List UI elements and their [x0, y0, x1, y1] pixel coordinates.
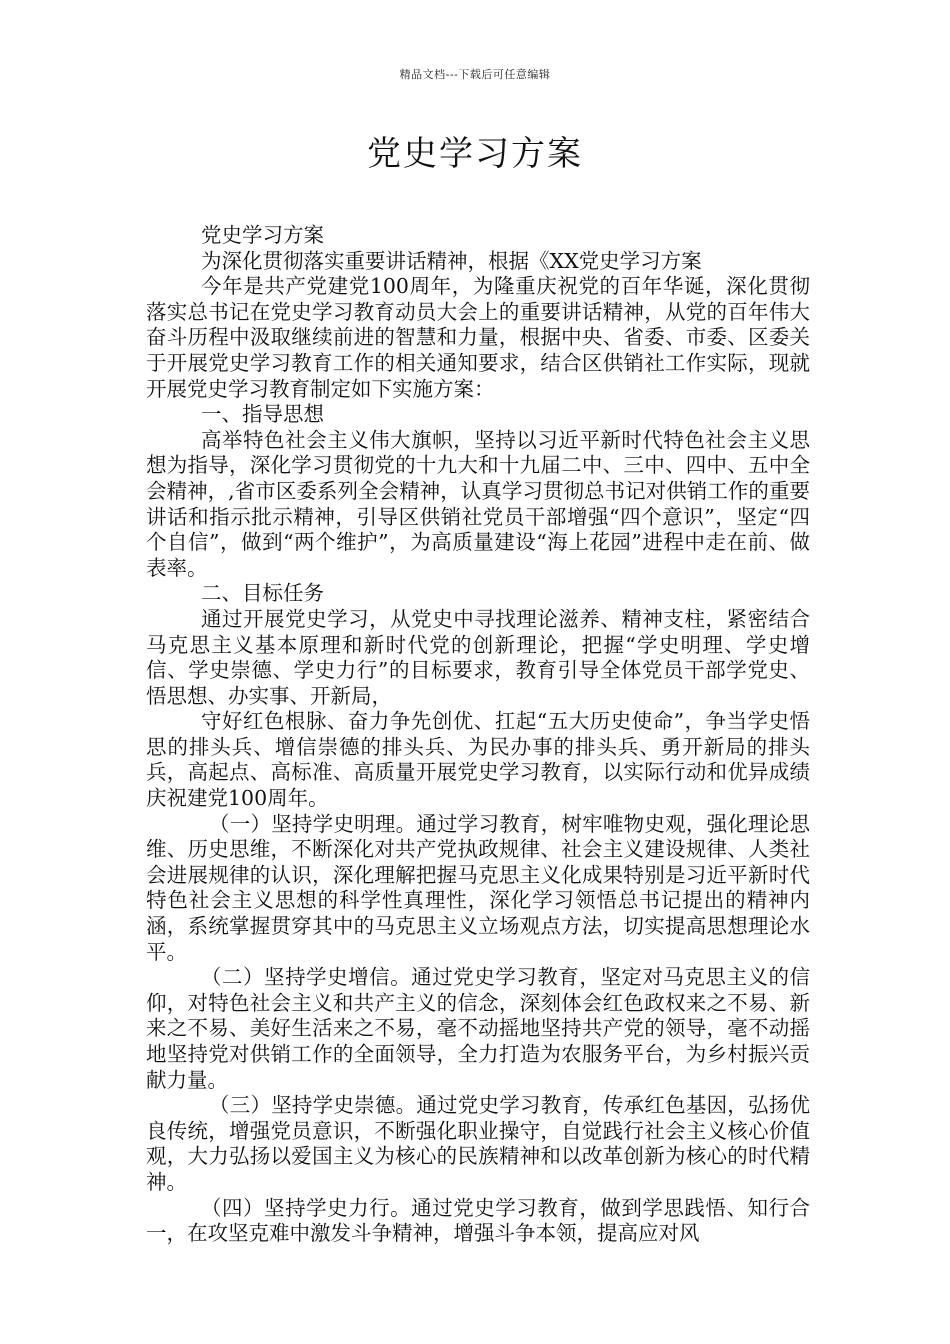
paragraph-guiding-thought: 高举特色社会主义伟大旗帜，坚持以习近平新时代特色社会主义思想为指导，深化学习贯彻党的十九大和十九届二中、三中、四中、五中全会精神，,省市区委系列全会精神，认真学习贯彻总书记对供销工作的重要讲话和指示批示精神，引导区供销社党员干部增强“四个意识”，坚定“四个自信”，做到“两个维护”，为高质量建设“海上花园”进程中走在前、做表率。: [146, 427, 810, 580]
paragraph-item-3: （三）坚持学史崇德。通过党史学习教育，传承红色基因，弘扬优良传统，增强党员意识，不断强化职业操守，自觉践行社会主义核心价值观，大力弘扬以爱国主义为核心的民族精神和以改革创新为核心的时代精神。: [146, 1093, 810, 1194]
paragraph-item-1: （一）坚持学史明理。通过学习教育，树牢唯物史观，强化理论思维、历史思维，不断深化对共产党执政规律、社会主义建设规律、人类社会进展规律的认识，深化理解把握马克思主义化成果特别是习近平新时代特色社会主义思想的科学性真理性，深化学习领悟总书记提出的精神内涵，系统掌握贯穿其中的马克思主义立场观点方法，切实提高思想理论水平。: [146, 811, 810, 964]
paragraph-intro-line: 为深化贯彻落实重要讲话精神，根据《XX党史学习方案: [201, 248, 702, 273]
document-title: 党史学习方案: [367, 134, 583, 174]
paragraph-item-2: （二）坚持学史增信。通过党史学习教育，坚定对马克思主义的信仰，对特色社会主义和共产主义的信念，深刻体会红色政权来之不易、新来之不易、美好生活来之不易，毫不动摇地坚持共产党的领导，毫不动摇地坚持党对供销工作的全面领导，全力打造为农服务平台，为乡村振兴贡献力量。: [146, 965, 810, 1092]
paragraph-goals: 通过开展党史学习，从党史中寻找理论滋养、精神支柱，紧密结合马克思主义基本原理和新时代党的创新理论，把握“学史明理、学史增信、学史崇德、学史力行”的目标要求，教育引导全体党员干部学党史、悟思想、办实事、开新局，: [146, 606, 810, 708]
section-heading-guiding-thought: 一、指导思想: [201, 402, 324, 427]
section-heading-goals: 二、目标任务: [201, 581, 324, 606]
header-note: 精品文档---下载后可任意编辑: [399, 68, 551, 81]
document-body: [146, 223, 810, 1247]
paragraph-goals-continued: 守好红色根脉、奋力争先创优、扛起“五大历史使命”，争当学史悟思的排头兵、增信崇德的排头兵、为民办事的排头兵、勇开新局的排头兵，高起点、高标准、高质量开展党史学习教育，以实际行动和优异成绩庆祝建党100周年。: [146, 709, 810, 811]
paragraph-background: 今年是共产党建党100周年，为隆重庆祝党的百年华诞，深化贯彻落实总书记在党史学习教育动员大会上的重要讲话精神，从党的百年伟大奋斗历程中汲取继续前进的智慧和力量，根据中央、省委、市委、区委关于开展党史学习教育工作的相关通知要求，结合区供销社工作实际，现就开展党史学习教育制定如下实施方案：: [146, 274, 810, 401]
paragraph-heading-repeat: 党史学习方案: [201, 223, 324, 247]
paragraph-item-4: （四）坚持学史力行。通过党史学习教育，做到学思践悟、知行合一，在攻坚克难中激发斗争精神，增强斗争本领，提高应对风: [146, 1195, 810, 1246]
